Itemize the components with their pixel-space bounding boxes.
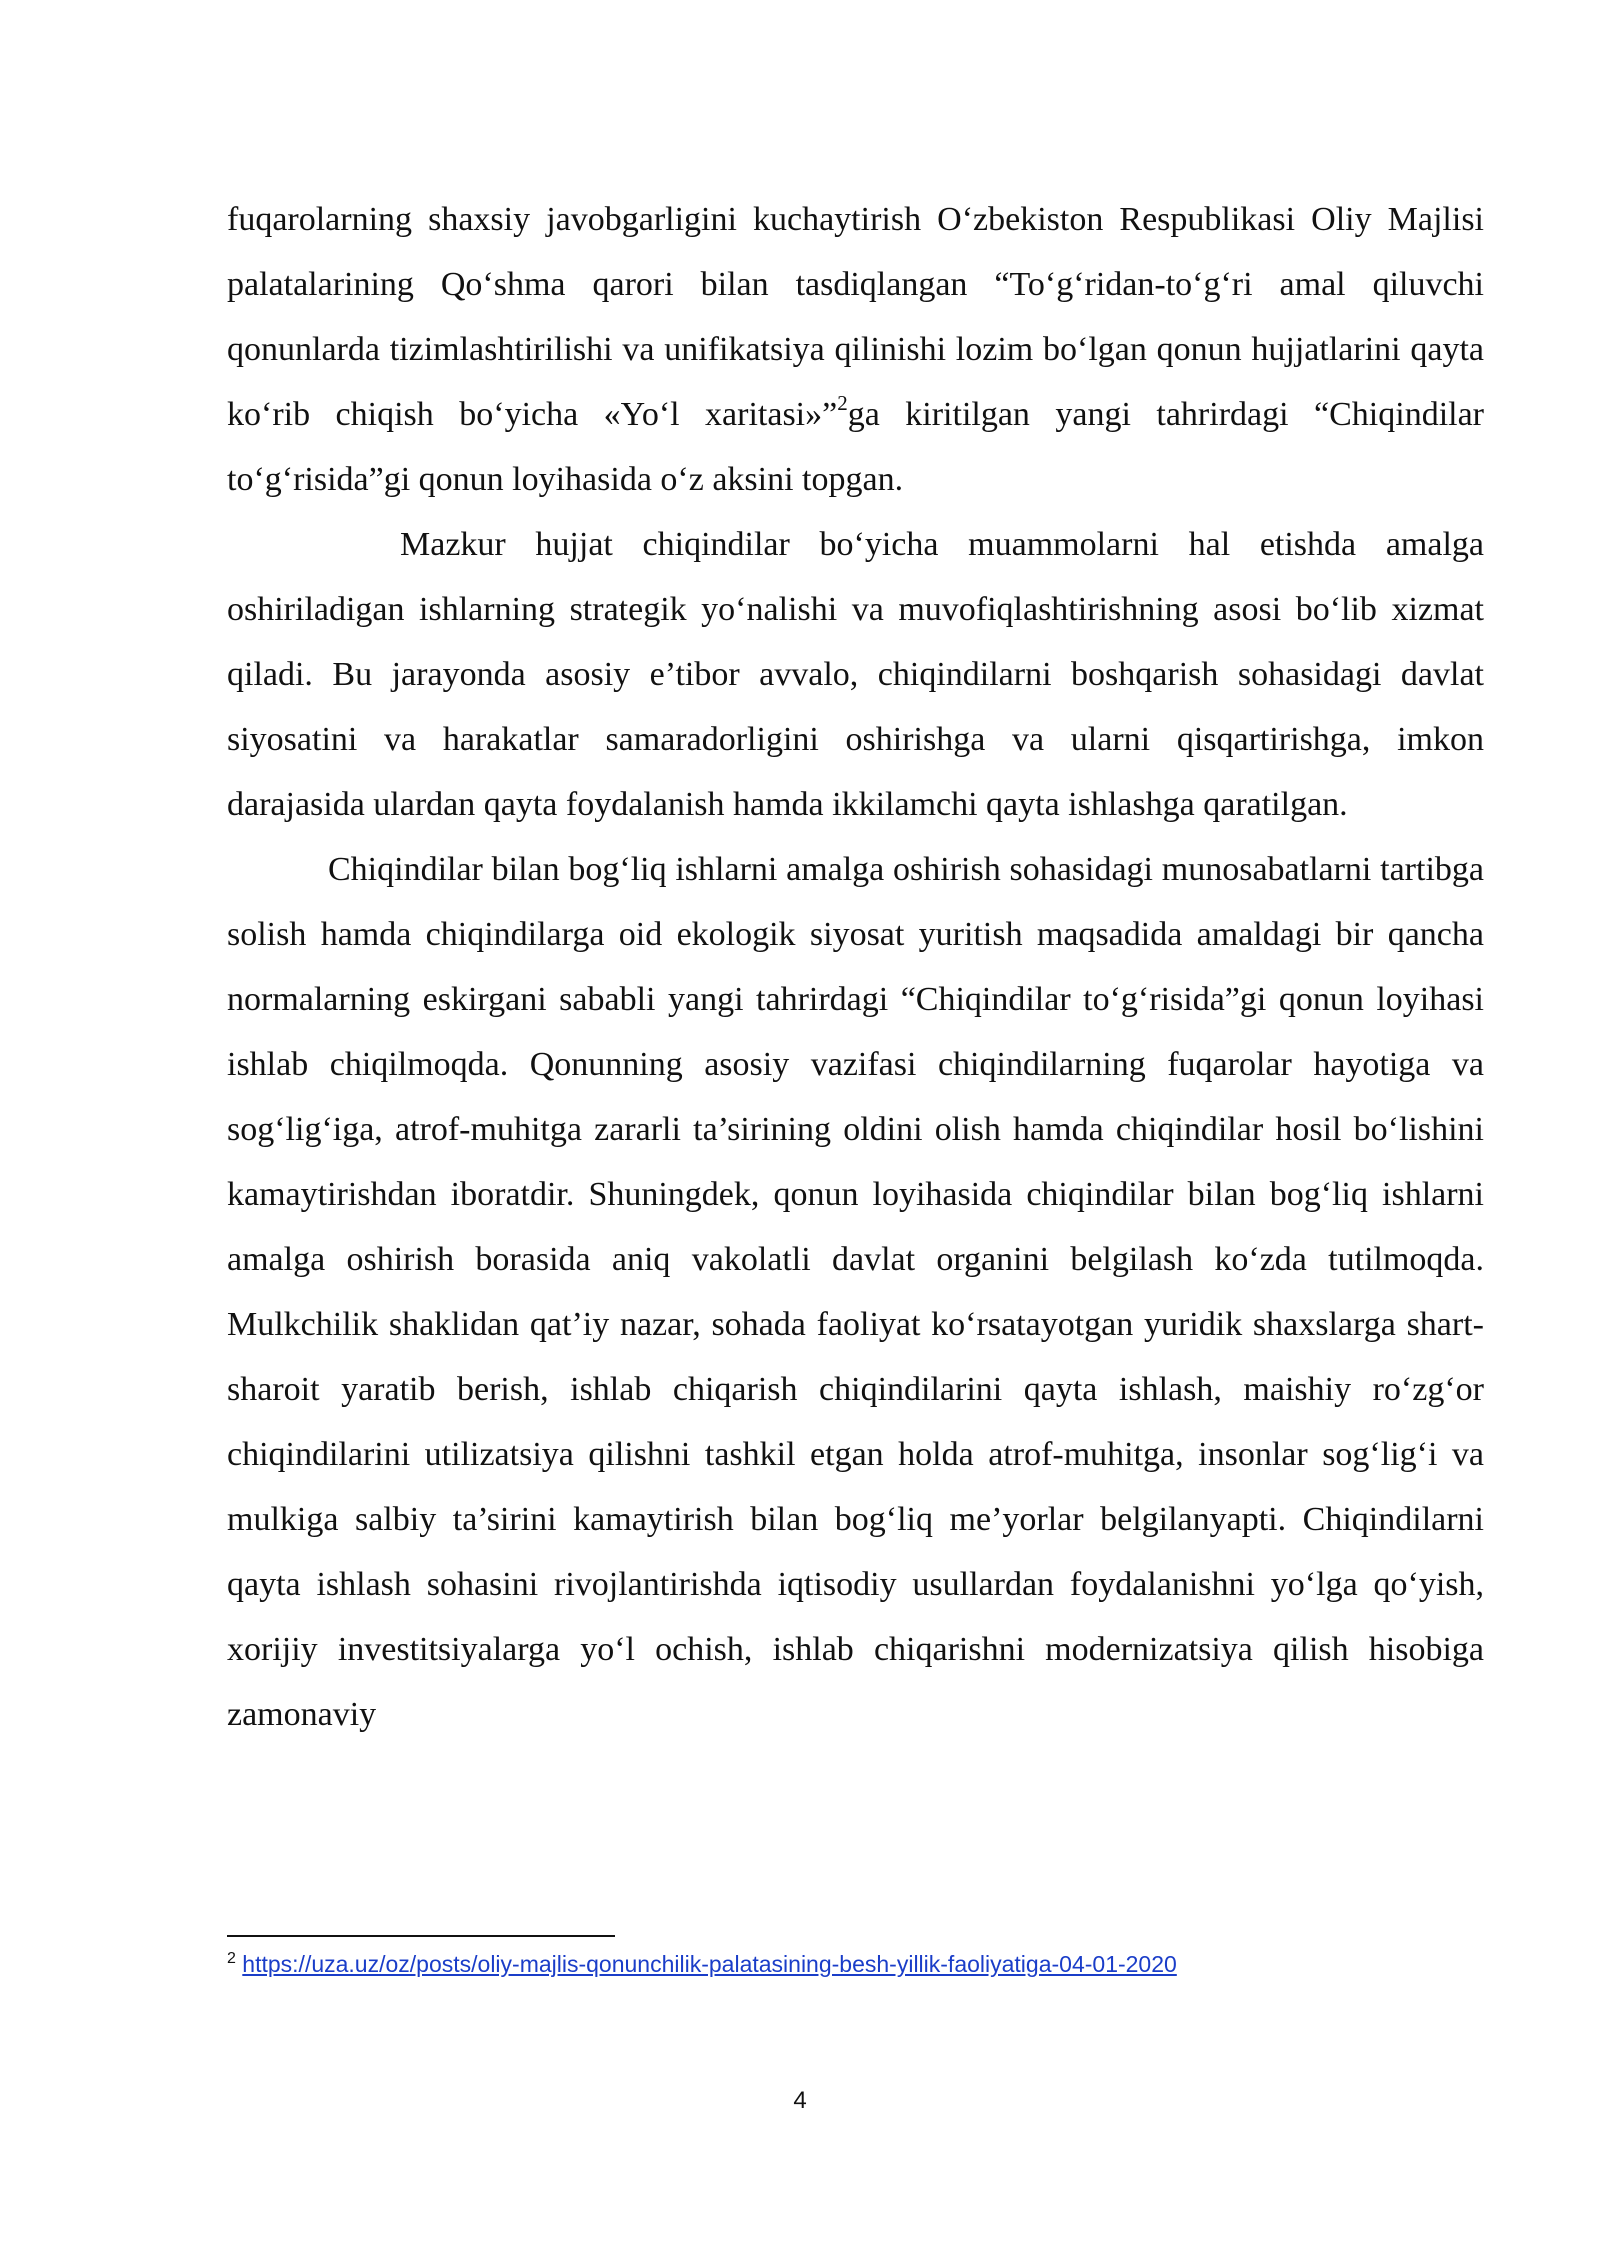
paragraph-1-text-before: fuqarolarning shaxsiy javobgarligini kuchaytirish O‘zbekiston Respublikasi Oliy Majlisi palatalarining Qo‘shma qarori bilan tasdiqlangan “To‘g‘ridan-to‘g‘ri amal qiluvchi qonunlarda tizimlashtirilishi va unifikatsiya qilinishi lozim bo‘lgan qonun hujjatlarini qayta ko‘rib chiqish bo‘yicha «Yo‘l xaritasi»” [227,201,1484,433]
footnote-number: 2 [227,1950,236,1967]
paragraph-2: Mazkur hujjat chiqindilar bo‘yicha muammolarni hal etishda amalga oshiriladigan ishlarning strategik yo‘nalishi va muvofiqlashtirishning asosi bo‘lib xizmat qiladi. Bu jarayonda asosiy e’tibor avvalo, chiqindilarni boshqarish sohasidagi davlat siyosatini va harakatlar samaradorligini oshirishga va ularni qisqartirishga, imkon darajasida ulardan qayta foydalanish hamda ikkilamchi qayta ishlashga qaratilgan. [227,526,1484,823]
footnote [227,1948,1484,1980]
body-text [227,187,1484,1747]
paragraph-3: Chiqindilar bilan bog‘liq ishlarni amalga oshirish sohasidagi munosabatlarni tartibga solish hamda chiqindilarga oid ekologik siyosat yuritish maqsadida amaldagi bir qancha normalarning eskirgani sababli yangi tahrirdagi “Chiqindilar to‘g‘risida”gi qonun loyihasi ishlab chiqilmoqda. Qonunning asosiy vazifasi chiqindilarning fuqarolar hayotiga va sog‘lig‘iga, atrof-muhitga zararli ta’sirining oldini olish hamda chiqindilar hosil bo‘lishini kamaytirishdan iboratdir. Shuningdek, qonun loyihasida chiqindilar bilan bog‘liq ishlarni amalga oshirish borasida aniq vakolatli davlat organini belgilash ko‘zda tutilmoqda. Mulkchilik shaklidan qat’iy nazar, sohada faoliyat ko‘rsatayotgan yuridik shaxslarga shart-sharoit yaratib berish, ishlab chiqarish chiqindilarini qayta ishlash, maishiy ro‘zg‘or chiqindilarini utilizatsiya qilishni tashkil etgan holda atrof-muhitga, insonlar sog‘lig‘i va mulkiga salbiy ta’sirini kamaytirish bilan bog‘liq me’yorlar belgilanyapti. Chiqindilarni qayta ishlash sohasini rivojlantirishda iqtisodiy usullardan foydalanishni yo‘lga qo‘yish, xorijiy investitsiyalarga yo‘l ochish, ishlab chiqarishni modernizatsiya qilish hisobiga zamonaviy [227,851,1484,1733]
page-number: 4 [793,2087,807,2114]
footnote-reference[interactable]: 2 [837,391,848,415]
footnote-separator [227,1935,615,1937]
footnote-link[interactable]: https://uza.uz/oz/posts/oliy-majlis-qonunchilik-palatasining-besh-yillik-faoliyatiga-04-01-2020 [242,1951,1177,1977]
paragraph-1 [227,187,1484,512]
paragraph-1-text-after: ga kiritilgan yangi tahrirdagi “Chiqindilar to‘g‘risida”gi qonun loyihasida o‘z aksini topgan. [227,396,1484,498]
